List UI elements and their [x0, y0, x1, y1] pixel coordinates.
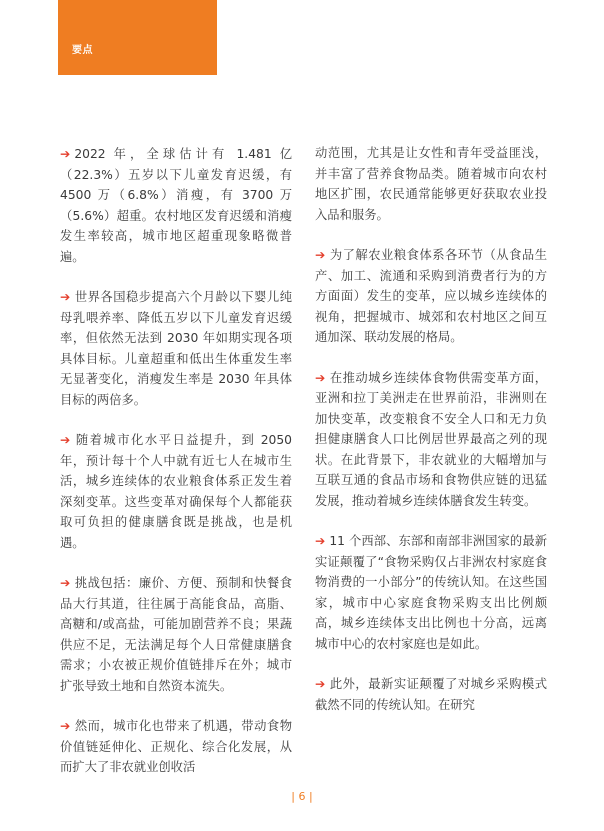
paragraph-text: 11 个西部、东部和南部非洲国家的最新实证颠覆了“食物采购仅占非洲农村家庭食物消费的一小部分”的传统认知。在这些国家，城市中心家庭食物采购支出比例颇高，城乡连续体支出比例也十分高，远离城市中心的农村家庭也是如此。: [315, 534, 547, 651]
paragraph-text: 2022 年，全球估计有 1.481 亿（22.3%）五岁以下儿童发育迟缓，有 4500 万（6.8%）消瘦，有 3700 万（5.6%）超重。农村地区发育迟缓和消瘦发生率较高，城市地区超重现象略微普遍。: [60, 147, 292, 264]
continued-paragraph: [315, 143, 547, 225]
bullet-paragraph: [315, 245, 547, 348]
paragraph-text: 此外，最新实证颠覆了对城乡采购模式截然不同的传统认知。在研究: [315, 677, 547, 712]
arrow-right-icon: ➔: [60, 147, 71, 161]
arrow-right-icon: ➔: [315, 248, 326, 262]
paragraph-text: 动范围，尤其是让女性和青年受益匪浅，并丰富了营养食物品类。随着城市向农村地区扩围，农民通常能够更好获取农业投入品和服务。: [315, 146, 547, 222]
arrow-right-icon: ➔: [315, 534, 326, 548]
paragraph-text: 挑战包括：廉价、方便、预制和快餐食品大行其道，往往属于高能食品，高脂、高糖和/或高盐，可能加剧营养不良；果蔬供应不足，无法满足每个人日常健康膳食需求；小农被正规价值链排斥在外；城市扩张导致土地和自然资本流失。: [60, 576, 292, 693]
arrow-right-icon: ➔: [315, 370, 326, 385]
right-column: [315, 143, 547, 735]
arrow-right-icon: ➔: [60, 290, 71, 304]
section-tab: [58, 0, 217, 75]
paragraph-text: 为了解农业粮食体系各环节（从食品生产、加工、流通和采购到消费者行为的方方面面）发生的变革，应以城乡连续体的视角，把握城市、城郊和农村地区之间互通加深、联动发展的格局。: [315, 248, 547, 344]
arrow-right-icon: ➔: [60, 576, 71, 590]
bullet-paragraph: [60, 287, 292, 410]
page-number: | 6 |: [291, 790, 313, 803]
bullet-paragraph: [315, 531, 547, 654]
bullet-paragraph: [60, 573, 292, 696]
left-column: [60, 144, 292, 798]
bullet-paragraph: [60, 430, 292, 553]
bullet-paragraph: [60, 144, 292, 267]
paragraph-text: 然而，城市化也带来了机遇，带动食物价值链延伸化、正规化、综合化发展，从而扩大了非农就业创收活: [60, 719, 292, 774]
arrow-right-icon: ➔: [60, 719, 71, 733]
bullet-paragraph: [60, 716, 292, 778]
paragraph-text: 在推动城乡连续体食物供需变革方面，亚洲和拉丁美洲走在世界前沿，非洲则在加快变革，改变粮食不安全人口和无力负担健康膳食人口比例居世界最高之列的现状。在此背景下，非农就业的大幅增加与互联互通的食品市场和食物供应链的迅猛发展，推动着城乡连续体膳食发生转变。: [315, 370, 547, 508]
section-tab-label: 要点: [72, 45, 93, 56]
paragraph-text: 世界各国稳步提高六个月龄以下婴儿纯母乳喂养率、降低五岁以下儿童发育迟缓率，但依然无法到 2030 年如期实现各项具体目标。儿童超重和低出生体重发生率无显著变化，消瘦发生率是 2030 年具体目标的两倍多。: [60, 290, 292, 407]
arrow-right-icon: ➔: [315, 677, 326, 691]
paragraph-text: 随着城市化水平日益提升，到 2050 年，预计每十个人中就有近七人在城市生活，城乡连续体的农业粮食体系正发生着深刻变革。这些变革对确保每个人都能获取可负担的健康膳食既是挑战，也是机遇。: [60, 433, 292, 550]
bullet-paragraph: [315, 674, 547, 715]
bullet-paragraph: [315, 368, 547, 512]
arrow-right-icon: ➔: [60, 433, 71, 447]
